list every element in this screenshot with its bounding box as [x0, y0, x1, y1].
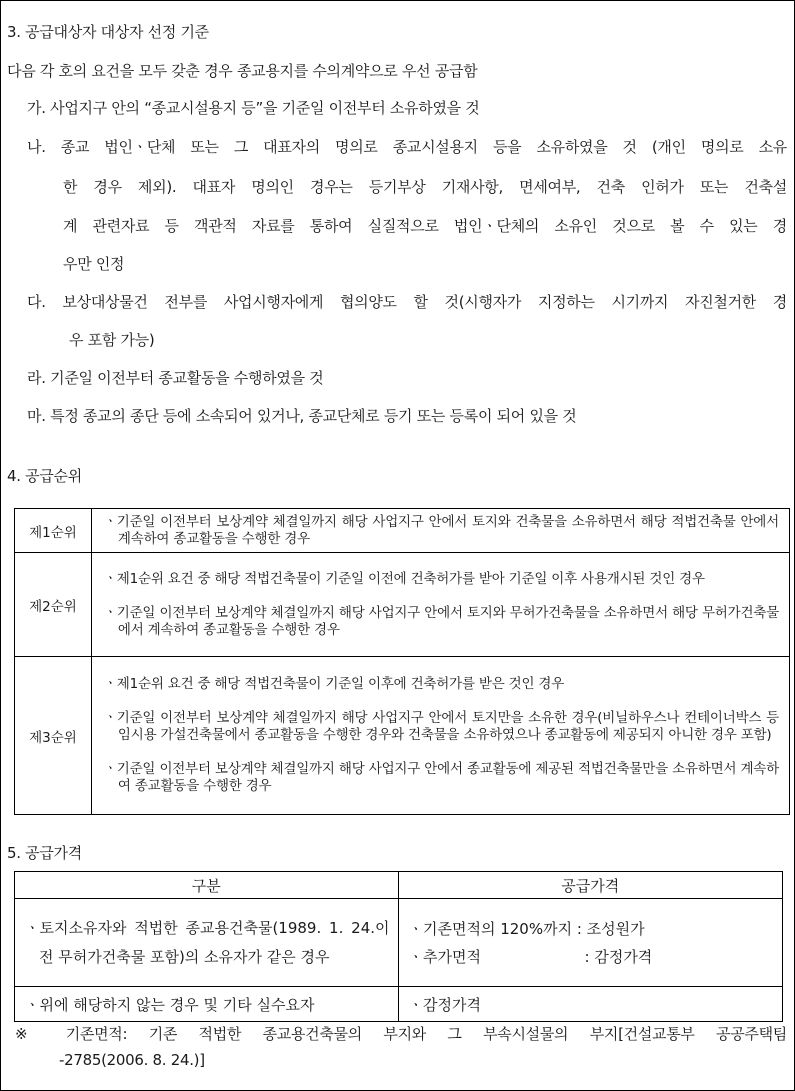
item-da-line1: 다. 보상대상물건 전부를 사업시행자에게 협의양도 할 것(시행자가 지정하는 시기까지 자진철거한 경 — [27, 293, 787, 311]
additional-area-price: : 감정가격 — [584, 947, 653, 966]
rank-3-item-2: ㆍ기준일 이전부터 보상계약 체결일까지 해당 사업지구 안에서 토지만을 소유한 경우(비닐하우스나 컨테이너박스 등 임시용 가설건축물에서 종교활동을 수행한 경우와 건축물을 소유하였으나 종교활동에 제공되지 아니한 경우 포함) — [103, 710, 779, 743]
rank-3-label: 제3순위 — [15, 657, 92, 815]
item-na-line3: 계 관련자료 등 객관적 자료를 통하여 실질적으로 법인ㆍ단체의 소유인 것으로 볼 수 있는 경 — [63, 217, 787, 235]
priority-table — [14, 508, 790, 815]
rank-3-content — [91, 657, 789, 815]
price-row-2-price: ㆍ감정가격 — [398, 987, 782, 1022]
priority-row-2 — [15, 553, 790, 657]
price-row-1-additional — [409, 943, 782, 971]
price-table — [14, 871, 783, 1022]
section3-intro: 다음 각 호의 요건을 모두 갖춘 경우 종교용지를 수의계약으로 우선 공급함 — [7, 62, 478, 80]
price-row-1 — [15, 899, 783, 987]
rank-1-label: 제1순위 — [15, 509, 92, 553]
rank-3-item-1: ㆍ제1순위 요건 중 해당 적법건축물이 기준일 이후에 건축허가를 받은 것인 경우 — [103, 676, 565, 692]
section4-heading: 4. 공급순위 — [7, 467, 82, 485]
item-ra: 라. 기준일 이전부터 종교활동을 수행하였을 것 — [27, 369, 324, 387]
item-ga: 가. 사업지구 안의 “종교시설용지 등”을 기준일 이전부터 소유하였을 것 — [27, 99, 480, 117]
price-row-2-category: ㆍ위에 해당하지 않는 경우 및 기타 실수요자 — [15, 987, 399, 1022]
additional-area-label: ㆍ추가면적 — [408, 947, 481, 966]
price-row-1-price — [398, 899, 782, 987]
priority-row-1 — [15, 509, 790, 553]
rank-2-content — [91, 553, 789, 657]
price-row-2 — [15, 987, 783, 1022]
footnote-line2: -2785(2006. 8. 24.)] — [59, 1051, 205, 1069]
col-header-category: 구분 — [15, 872, 399, 899]
item-na-line2: 한 경우 제외). 대표자 명의인 경우는 등기부상 기재사항, 면세여부, 건축 인허가 또는 건축설 — [63, 178, 787, 196]
rank-2-label: 제2순위 — [15, 553, 92, 657]
price-row-1-existing: ㆍ기존면적의 120%까지 : 조성원가 — [408, 919, 645, 938]
priority-row-3 — [15, 657, 790, 815]
price-row-1-category: ㆍ토지소유자와 적법한 종교용건축물(1989. 1. 24.이전 무허가건축물 포함)의 소유자가 같은 경우 — [15, 899, 399, 987]
rank-2-item-2: ㆍ기준일 이전부터 보상계약 체결일까지 해당 사업지구 안에서 토지와 무허가건축물을 소유하면서 해당 무허가건축물에서 계속하여 종교활동을 수행한 경우 — [103, 604, 779, 638]
rank-3-item-3: ㆍ기준일 이전부터 보상계약 체결일까지 해당 사업지구 안에서 종교활동에 제공된 적법건축물만을 소유하면서 계속하여 종교활동을 수행한 경우 — [103, 761, 779, 794]
rank-2-item-1: ㆍ제1순위 요건 중 해당 적법건축물이 기준일 이전에 건축허가를 받아 기준일 이후 사용개시된 것인 경우 — [103, 570, 705, 587]
rank-1-item: ㆍ기준일 이전부터 보상계약 체결일까지 해당 사업지구 안에서 토지와 건축물을 소유하면서 해당 적법건축물 안에서 계속하여 종교활동을 수행한 경우 — [103, 513, 779, 547]
item-na-line1: 나. 종교 법인ㆍ단체 또는 그 대표자의 명의로 종교시설용지 등을 소유하였을 것 (개인 명의로 소유 — [27, 138, 787, 156]
item-na-line4: 우만 인정 — [63, 255, 125, 273]
footnote-line1: ※ 기존면적: 기존 적법한 종교용건축물의 부지와 그 부속시설물의 부지[건설교통부 공공주택팀 — [15, 1025, 787, 1043]
rank-1-content — [91, 509, 789, 553]
item-ma: 마. 특정 종교의 종단 등에 소속되어 있거나, 종교단체로 등기 또는 등록이 되어 있을 것 — [27, 407, 577, 425]
section3-heading: 3. 공급대상자 대상자 선정 기준 — [7, 23, 209, 41]
col-header-price: 공급가격 — [398, 872, 782, 899]
item-da-line2: 우 포함 가능) — [69, 331, 155, 349]
price-header-row — [15, 872, 783, 899]
section5-heading: 5. 공급가격 — [7, 844, 82, 862]
